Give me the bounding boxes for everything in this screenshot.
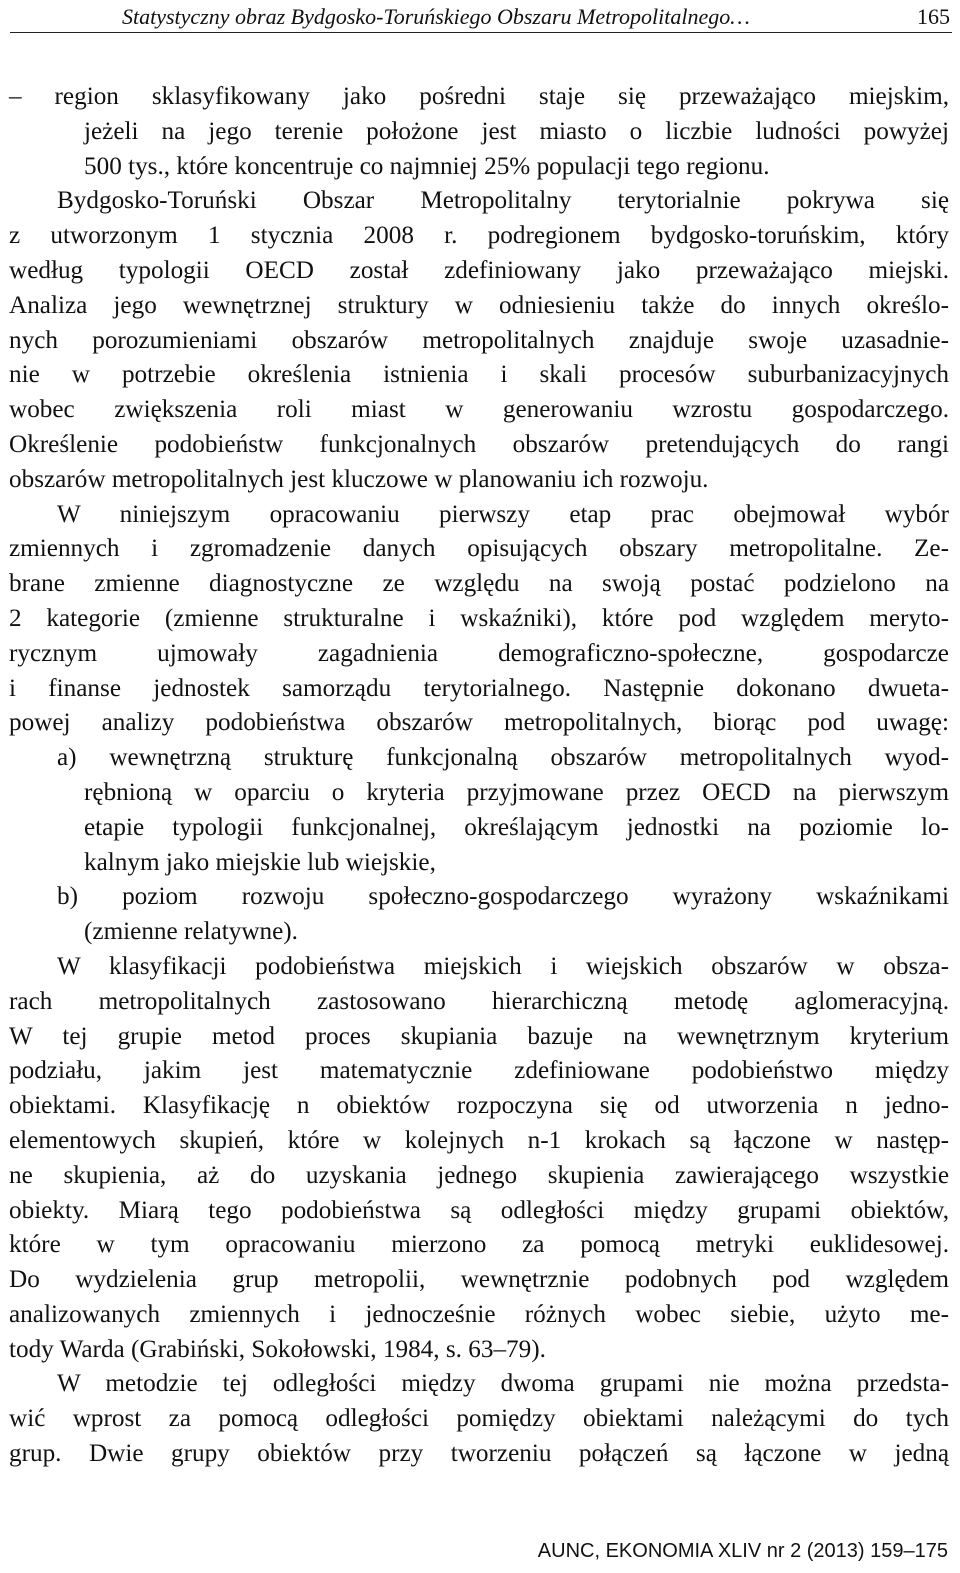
list-item-a: a) wewnętrzną strukturę funkcjonalną obszarów metropolitalnych wyod- [57,744,949,772]
body-text [9,80,949,1472]
text-line: obiektami. Klasyfikację n obiektów rozpoczyna się od utworzenia n jedno- [9,1092,949,1120]
text-line: W tej grupie metod proces skupiania bazuje na wewnętrznym kryterium [9,1022,949,1050]
text-line: W metodzie tej odległości między dwoma grupami nie można przedsta- [57,1370,949,1398]
text-line: ne skupienia, aż do uzyskania jednego skupienia zawierającego wszystkie [9,1161,949,1189]
text-line: W niniejszym opracowaniu pierwszy etap prac obejmował wybór [57,500,949,528]
running-header [10,2,952,33]
text-line: tody Warda (Grabiński, Sokołowski, 1984, s. 63–79). [9,1335,546,1363]
text-line: które w tym opracowaniu mierzono za pomocą metryki euklidesowej. [9,1231,949,1259]
text-line: grup. Dwie grupy obiektów przy tworzeniu połączeń są łączone w jedną [9,1440,949,1468]
text-line: analizowanych zmiennych i jednocześnie różnych wobec siebie, użyto me- [9,1300,949,1328]
text-line: elementowych skupień, które w kolejnych n-1 krokach są łączone w następ- [9,1126,949,1154]
page-number: 165 [917,4,950,29]
text-line: rach metropolitalnych zastosowano hierarchiczną metodę aglomeracyjną. [9,987,949,1015]
text-line: podziału, jakim jest matematycznie zdefiniowane podobieństwo między [9,1057,949,1085]
text-line: (zmienne relatywne). [84,918,298,946]
text-line: jeżeli na jego terenie położone jest miasto o liczbie ludności powyżej [84,117,949,145]
text-line: 500 tys., które koncentruje co najmniej 25% populacji tego regionu. [84,152,770,180]
text-line: – region sklasyfikowany jako pośredni staje się przeważająco miejskim, [9,83,949,110]
text-line: Do wydzielenia grup metropolii, wewnętrznie podobnych pod względem [9,1266,949,1294]
text-line: obszarów metropolitalnych jest kluczowe w planowaniu ich rozwoju. [9,465,709,493]
text-line: Analiza jego wewnętrznej struktury w odniesieniu także do innych określo- [9,291,949,319]
text-line: obiekty. Miarą tego podobieństwa są odległości między grupami obiektów, [9,1196,949,1224]
text-line: etapie typologii funkcjonalnej, określającym jednostki na poziomie lo- [84,813,949,841]
text-line: rycznym ujmowały zagadnienia demograficzno-społeczne, gospodarcze [9,639,949,667]
text-line: nych porozumieniami obszarów metropolitalnych znajduje swoje uzasadnie- [9,326,949,354]
text-line: Określenie podobieństw funkcjonalnych obszarów pretendujących do rangi [9,430,949,458]
text-line: kalnym jako miejskie lub wiejskie, [84,848,436,876]
running-title: Statystyczny obraz Bydgosko-Toruńskiego Obszaru Metropolitalnego… [122,4,750,29]
text-line: nie w potrzebie określenia istnienia i skali procesów suburbanizacyjnych [9,361,949,389]
text-line: W klasyfikacji podobieństwa miejskich i wiejskich obszarów w obsza- [57,952,949,980]
text-line: wobec zwiększenia roli miast w generowaniu wzrostu gospodarczego. [9,396,949,424]
text-line: rębnioną w oparciu o kryteria przyjmowane przez OECD na pierwszym [84,778,949,806]
text-line: według typologii OECD został zdefiniowany jako przeważająco miejski. [9,256,949,284]
text-line: Bydgosko-Toruński Obszar Metropolitalny terytorialnie pokrywa się [57,187,949,215]
text-line: zmiennych i zgromadzenie danych opisujących obszary metropolitalne. Ze- [9,535,949,563]
text-line: z utworzonym 1 stycznia 2008 r. podregionem bydgosko-toruńskim, który [9,222,949,250]
text-line: brane zmienne diagnostyczne ze względu na swoją postać podzielono na [9,570,949,598]
text-line: i finanse jednostek samorządu terytorialnego. Następnie dokonano dwueta- [9,674,949,702]
list-item-b: b) poziom rozwoju społeczno-gospodarczego wyrażony wskaźnikami [57,883,949,911]
text-line: 2 kategorie (zmienne strukturalne i wskaźniki), które pod względem meryto- [9,604,949,632]
text-line: wić wprost za pomocą odległości pomiędzy obiektami należącymi do tych [9,1405,949,1433]
journal-citation-footer: AUNC, EKONOMIA XLIV nr 2 (2013) 159–175 [537,1540,948,1562]
text-line: powej analizy podobieństwa obszarów metropolitalnych, biorąc pod uwagę: [9,709,949,737]
